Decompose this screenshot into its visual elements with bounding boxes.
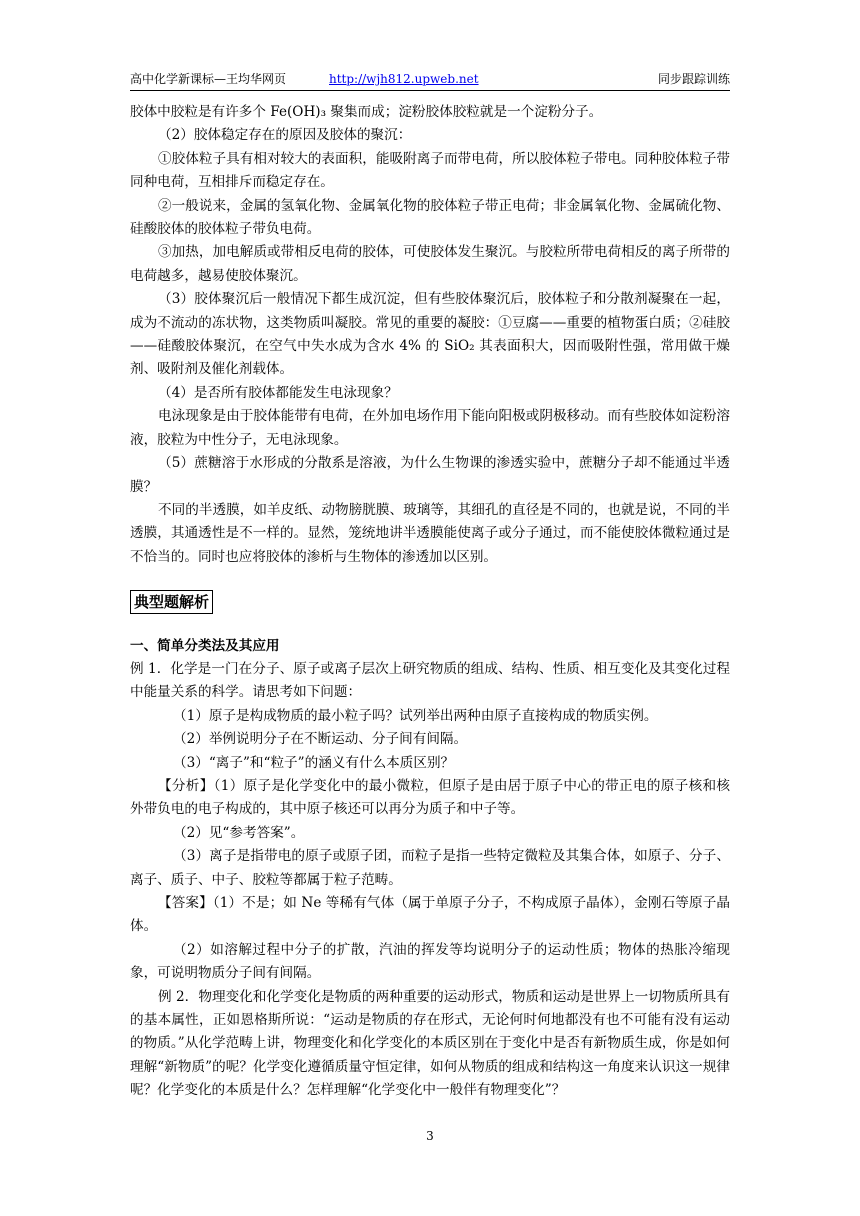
paragraph: （3）“离子”和“粒子”的涵义有什么本质区别？ <box>173 754 455 771</box>
paragraph: ①胶体粒子具有相对较大的表面积，能吸附离子而带电荷，所以胶体粒子带电。同种胶体粒子带同种电荷，互相排斥而稳定存在。 <box>130 150 730 191</box>
section-title: 一、简单分类法及其应用 <box>130 637 280 654</box>
paragraph: （4）是否所有胶体都能发生电泳现象？ <box>158 384 398 401</box>
paragraph: ②一般说来，金属的氢氧化物、金属氧化物的胶体粒子带正电荷；非金属氧化物、金属硫化物、硅酸胶体的胶体粒子带负电荷。 <box>130 197 730 238</box>
paragraph: 例 1．化学是一门在分子、原子或离子层次上研究物质的组成、结构、性质、相互变化及其变化过程中能量关系的科学。请思考如下问题： <box>130 660 730 701</box>
paragraph: （2）见“参考答案”。 <box>173 824 305 841</box>
paragraph: 电泳现象是由于胶体能带有电荷，在外加电场作用下能向阳极或阴极移动。而有些胶体如淀粉溶液，胶粒为中性分子，无电泳现象。 <box>130 408 730 448</box>
paragraph: （3）离子是指带电的原子或原子团，而粒子是指一些特定微粒及其集合体，如原子、分子、离子、质子、中子、胶粒等都属于粒子范畴。 <box>130 848 730 888</box>
paragraph: （2）如溶解过程中分子的扩散，汽油的挥发等均说明分子的运动性质；物体的热胀冷缩现象，可说明物质分子间有间隔。 <box>130 941 730 982</box>
page-number: 3 <box>426 1129 434 1143</box>
page-header <box>130 68 730 91</box>
paragraph: （3）胶体聚沉后一般情况下都生成沉淀，但有些胶体聚沉后，胶体粒子和分散剂凝聚在一起，成为不流动的冻状物，这类物质叫凝胶。常见的重要的凝胶：①豆腐——重要的植物蛋白质；②硅胶——硅酸胶体聚沉，在空气中失水成为含水 4% 的 SiO₂ 其表面积大，因而吸附性强，常用做干燥剂、吸附剂及催化剂载体。 <box>130 291 730 378</box>
paragraph: （2）举例说明分子在不断运动、分子间有间隔。 <box>173 731 468 748</box>
paragraph: 胶体中胶粒是有许多个 Fe(OH)₃ 聚集而成；淀粉胶体胶粒就是一个淀粉分子。 <box>130 104 603 120</box>
page-content <box>130 101 730 1103</box>
paragraph: （5）蔗糖溶于水形成的分散系是溶液，为什么生物课的渗透实验中，蔗糖分子却不能通过半透膜？ <box>130 455 730 495</box>
header-right-label: 同步跟踪训练 <box>657 72 730 86</box>
header-title: 高中化学新课标—王均华网页 <box>130 72 287 86</box>
paragraph: 例 2．物理变化和化学变化是物质的两种重要的运动形式，物质和运动是世界上一切物质所具有的基本属性，正如恩格斯所说：“运动是物质的存在形式，无论何时何地都没有也不可能有没有运动的物质。”从化学范畴上讲，物理变化和化学变化的本质区别在于变化中是否有新物质生成，你是如何理解“新物质”的呢？化学变化遵循质量守恒定律，如何从物质的组成和结构这一角度来认识这一规律呢？化学变化的本质是什么？怎样理解“化学变化中一般伴有物理变化”？ <box>130 988 730 1099</box>
section-box-title: 典型题解析 <box>130 590 213 614</box>
paragraph: （1）原子是构成物质的最小粒子吗？试列举出两种由原子直接构成的物质实例。 <box>173 707 658 724</box>
paragraph: 【答案】（1）不是；如 Ne 等稀有气体（属于单原子分子，不构成原子晶体），金刚石等原子晶体。 <box>130 895 730 935</box>
paragraph: 不同的半透膜，如羊皮纸、动物膀胱膜、玻璃等，其细孔的直径是不同的，也就是说，不同的半透膜，其通透性是不一样的。显然，笼统地讲半透膜能使离子或分子通过，而不能使胶体微粒通过是不恰当的。同时也应将胶体的渗析与生物体的渗透加以区别。 <box>130 501 730 565</box>
header-link[interactable]: http://wjh812.upweb.net <box>329 72 479 86</box>
paragraph: 【分析】（1）原子是化学变化中的最小微粒，但原子是由居于原子中心的带正电的原子核和核外带负电的电子构成的，其中原子核还可以再分为质子和中子等。 <box>130 777 730 818</box>
paragraph: （2）胶体稳定存在的原因及胶体的聚沉： <box>158 127 412 144</box>
paragraph: ③加热，加电解质或带相反电荷的胶体，可使胶体发生聚沉。与胶粒所带电荷相反的离子所带的电荷越多，越易使胶体聚沉。 <box>130 244 730 284</box>
